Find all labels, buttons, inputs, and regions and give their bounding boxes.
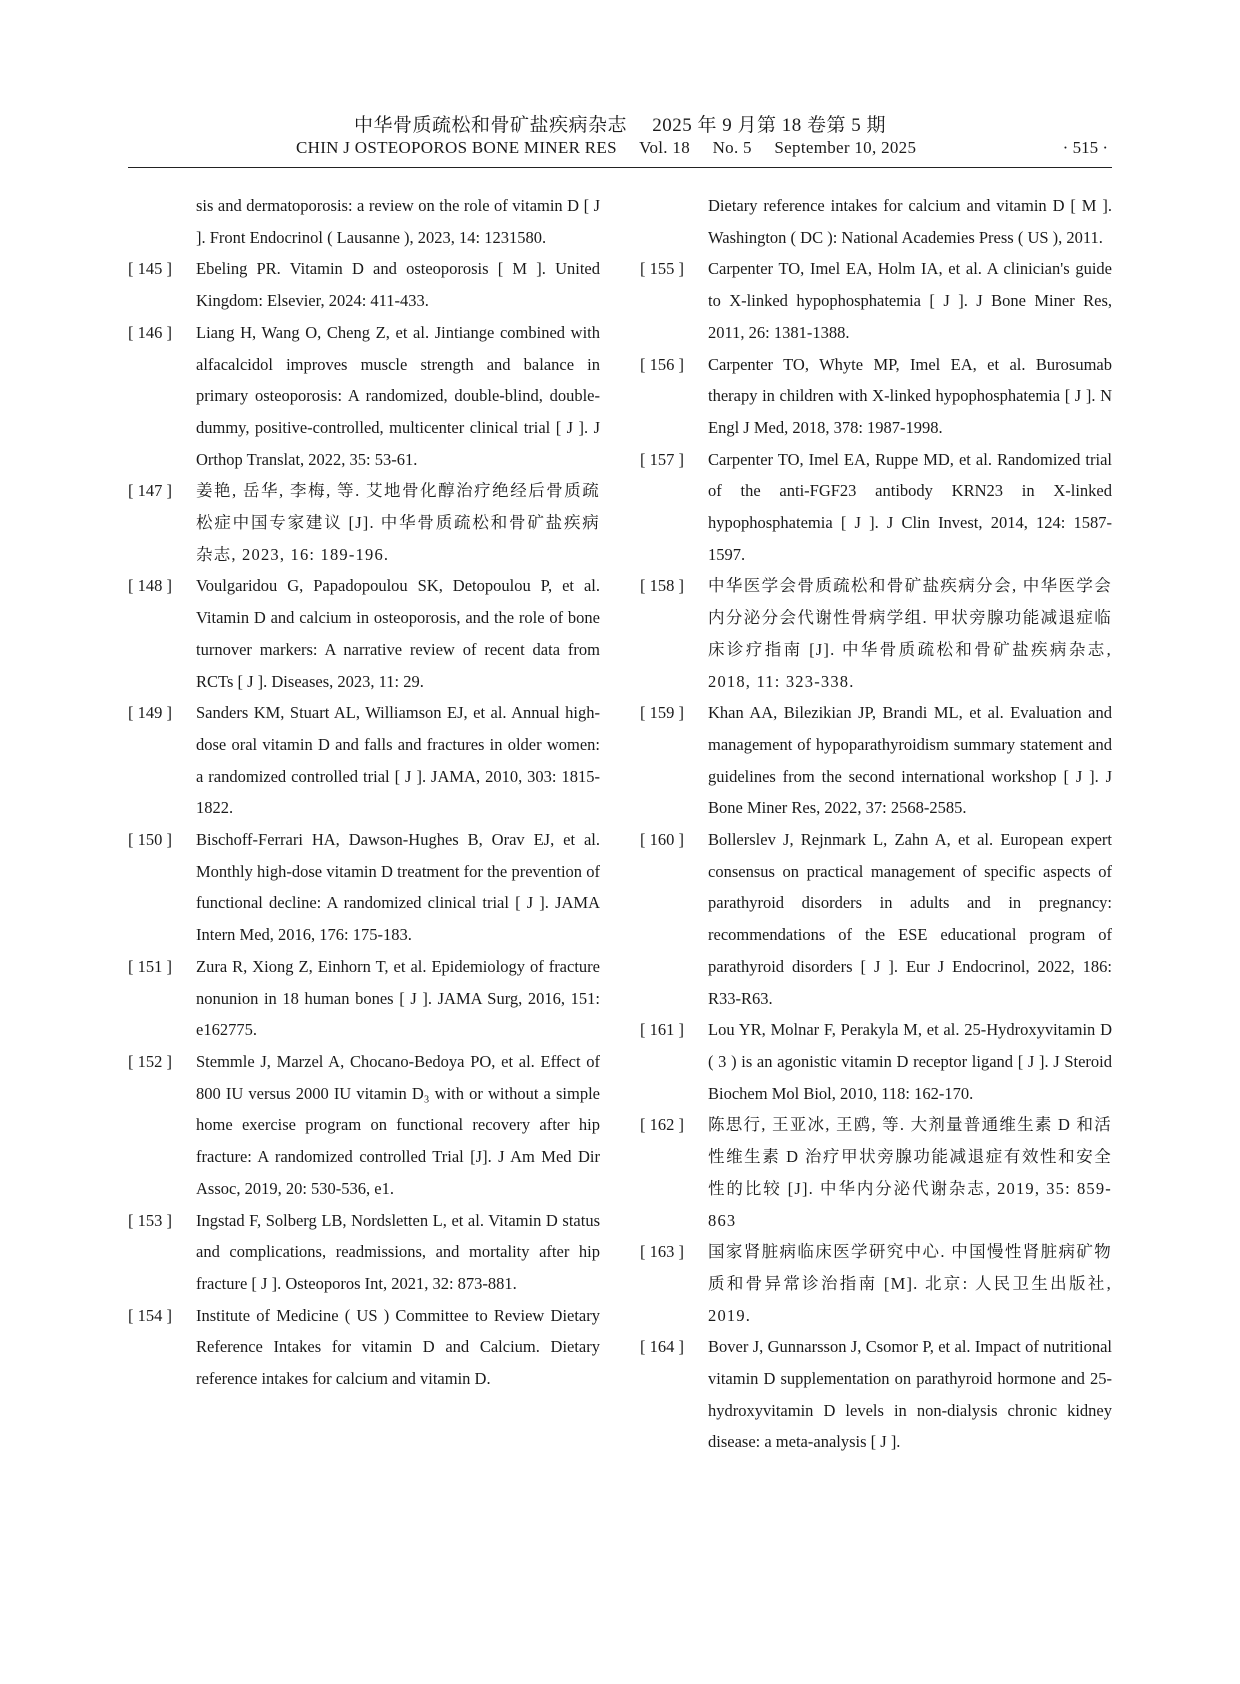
reference-item: [640, 824, 1112, 1014]
reference-item: [640, 1109, 1112, 1236]
reference-number: [ 162 ]: [640, 1115, 684, 1135]
reference-number: [ 154 ]: [128, 1305, 172, 1325]
reference-text: Sanders KM, Stuart AL, Williamson EJ, et al. Annual high-dose oral vitamin D and falls and fractures in older women: a randomized controlled trial [ J ]. JAMA, 2010, 303: 1815-1822.: [196, 703, 600, 818]
reference-item: [640, 1236, 1112, 1331]
reference-text: Zura R, Xiong Z, Einhorn T, et al. Epidemiology of fracture nonunion in 18 human bones [ J ]. JAMA Surg, 2016, 151: e162775.: [196, 956, 600, 1040]
reference-item: [128, 1300, 600, 1395]
reference-text: Ingstad F, Solberg LB, Nordsletten L, et al. Vitamin D status and complications, readmissions, and mortality after hip fracture [ J ]. Osteoporos Int, 2021, 32: 873-881.: [196, 1210, 600, 1293]
reference-text: 国家肾脏病临床医学研究中心. 中国慢性肾脏病矿物质和骨异常诊治指南 [M]. 北京: 人民卫生出版社, 2019.: [708, 1242, 1112, 1325]
reference-number: [ 153 ]: [128, 1210, 172, 1230]
issue-info-cn: 2025 年 9 月第 18 卷第 5 期: [652, 115, 887, 136]
reference-item: [640, 1014, 1112, 1109]
reference-text: Lou YR, Molnar F, Perakyla M, et al. 25-Hydroxyvitamin D ( 3 ) is an agonistic vitamin D receptor ligand [ J ]. J Steroid Biochem Mol Biol, 2010, 118: 162-170.: [708, 1020, 1112, 1103]
reference-text: Voulgaridou G, Papadopoulou SK, Detopoulou P, et al. Vitamin D and calcium in osteoporosis, and the role of bone turnover markers: A narrative review of recent data from RCTs [ J ]. Diseases, 2023, 11: 29.: [196, 576, 600, 691]
header-rule: [128, 167, 1112, 168]
reference-number: [ 146 ]: [128, 322, 172, 342]
reference-number: [ 160 ]: [640, 830, 684, 850]
reference-text: Carpenter TO, Whyte MP, Imel EA, et al. Burosumab therapy in children with X-linked hypophosphatemia [ J ]. N Engl J Med, 2018, 378: 1987-1998.: [708, 354, 1112, 437]
reference-number: [ 149 ]: [128, 703, 172, 723]
reference-item: [128, 1205, 600, 1300]
reference-number: [ 164 ]: [640, 1337, 684, 1357]
reference-number: [ 147 ]: [128, 481, 172, 501]
page-number: · 515 ·: [1062, 138, 1108, 157]
volume: Vol. 18: [639, 138, 691, 157]
reference-item: [128, 475, 600, 570]
reference-text: Bover J, Gunnarsson J, Csomor P, et al. Impact of nutritional vitamin D supplementation on parathyroid hormone and 25-hydroxyvitamin D levels in non-dialysis chronic kidney disease: a meta-analysis [ J ].: [708, 1337, 1112, 1452]
reference-number: [ 163 ]: [640, 1242, 684, 1262]
reference-text: Carpenter TO, Imel EA, Holm IA, et al. A clinician's guide to X-linked hypophosphatemia [ J ]. J Bone Miner Res, 2011, 26: 1381-1388.: [708, 259, 1112, 342]
reference-number: [ 155 ]: [640, 259, 684, 279]
reference-text: Stemmle J, Marzel A, Chocano-Bedoya PO, et al. Effect of 800 IU versus 2000 IU vitamin D₃ with or without a simple home exercise program on functional recovery after hip fracture: A randomized controlled Trial [J]. J Am Med Dir Assoc, 2019, 20: 530-536, e1.: [196, 1051, 600, 1198]
reference-text: Dietary reference intakes for calcium and vitamin D [ M ]. Washington ( DC ): National Academies Press ( US ), 2011.: [708, 196, 1112, 247]
reference-item: [128, 951, 600, 1046]
reference-item: [640, 697, 1112, 824]
reference-item: [640, 190, 1112, 253]
reference-column-right: [640, 190, 1112, 1458]
reference-text: 陈思行, 王亚冰, 王鸥, 等. 大剂量普通维生素 D 和活性维生素 D 治疗甲状旁腺功能减退症有效性和安全性的比较 [J]. 中华内分泌代谢杂志, 2019, 35: 859-863: [708, 1115, 1112, 1230]
reference-column-left: [128, 190, 600, 1395]
reference-text: sis and dermatoporosis: a review on the role of vitamin D [ J ]. Front Endocrinol ( Lausanne ), 2023, 14: 1231580.: [196, 196, 600, 247]
reference-number: [ 161 ]: [640, 1020, 684, 1040]
reference-text: 姜艳, 岳华, 李梅, 等. 艾地骨化醇治疗绝经后骨质疏松症中国专家建议 [J]. 中华骨质疏松和骨矿盐疾病杂志, 2023, 16: 189-196.: [196, 481, 600, 564]
header-line-en: [296, 138, 934, 158]
reference-number: [ 156 ]: [640, 354, 684, 374]
reference-item: [128, 697, 600, 824]
reference-number: [ 157 ]: [640, 449, 684, 469]
reference-text: Bollerslev J, Rejnmark L, Zahn A, et al. European expert consensus on practical management of specific aspects of parathyroid disorders in adults and in pregnancy: recommendations of the ESE educational program of parathyroid disorders [ J ]. Eur J Endocrinol, 2022, 186: R33-R63.: [708, 830, 1112, 1008]
reference-item: [640, 1331, 1112, 1458]
reference-text: Institute of Medicine ( US ) Committee to Review Dietary Reference Intakes for vitamin D and Calcium. Dietary reference intakes for calcium and vitamin D.: [196, 1305, 600, 1389]
reference-item: [640, 570, 1112, 697]
header-line-cn: [0, 110, 1240, 137]
reference-item: [128, 190, 600, 253]
journal-title-en: CHIN J OSTEOPOROS BONE MINER RES: [296, 138, 617, 157]
reference-item: [640, 349, 1112, 444]
reference-item: [128, 570, 600, 697]
reference-item: [128, 824, 600, 951]
reference-item: [128, 317, 600, 476]
reference-text: Carpenter TO, Imel EA, Ruppe MD, et al. Randomized trial of the anti-FGF23 antibody KRN23 in X-linked hypophosphatemia [ J ]. J Clin Invest, 2014, 124: 1587-1597.: [708, 449, 1112, 564]
reference-number: [ 151 ]: [128, 956, 172, 976]
issue-number: No. 5: [712, 138, 752, 157]
reference-text: Bischoff-Ferrari HA, Dawson-Hughes B, Orav EJ, et al. Monthly high-dose vitamin D treatment for the prevention of functional decline: A randomized clinical trial [ J ]. JAMA Intern Med, 2016, 176: 175-183.: [196, 830, 600, 945]
reference-number: [ 145 ]: [128, 259, 172, 279]
reference-number: [ 152 ]: [128, 1051, 172, 1071]
issue-date: September 10, 2025: [774, 138, 917, 157]
reference-number: [ 150 ]: [128, 830, 172, 850]
reference-number: [ 148 ]: [128, 576, 172, 596]
page-header: [0, 0, 1240, 170]
reference-item: [640, 444, 1112, 571]
reference-text: Ebeling PR. Vitamin D and osteoporosis [ M ]. United Kingdom: Elsevier, 2024: 411-433.: [196, 259, 600, 311]
reference-item: [128, 253, 600, 316]
reference-item: [640, 253, 1112, 348]
reference-text: 中华医学会骨质疏松和骨矿盐疾病分会, 中华医学会内分泌分会代谢性骨病学组. 甲状旁腺功能减退症临床诊疗指南 [J]. 中华骨质疏松和骨矿盐疾病杂志, 2018, 11: 323-338.: [708, 576, 1112, 691]
reference-item: [128, 1046, 600, 1205]
journal-title-cn: 中华骨质疏松和骨矿盐疾病杂志: [353, 115, 627, 136]
reference-number: [ 158 ]: [640, 576, 684, 596]
reference-text: Khan AA, Bilezikian JP, Brandi ML, et al. Evaluation and management of hypoparathyroidism summary statement and guidelines from the second international workshop [ J ]. J Bone Miner Res, 2022, 37: 2568-2585.: [708, 703, 1112, 818]
reference-number: [ 159 ]: [640, 703, 684, 723]
reference-text: Liang H, Wang O, Cheng Z, et al. Jintiange combined with alfacalcidol improves muscle strength and balance in primary osteoporosis: A randomized, double-blind, double-dummy, positive-controlled, multicenter clinical trial [ J ]. J Orthop Translat, 2022, 35: 53-61.: [196, 322, 600, 469]
